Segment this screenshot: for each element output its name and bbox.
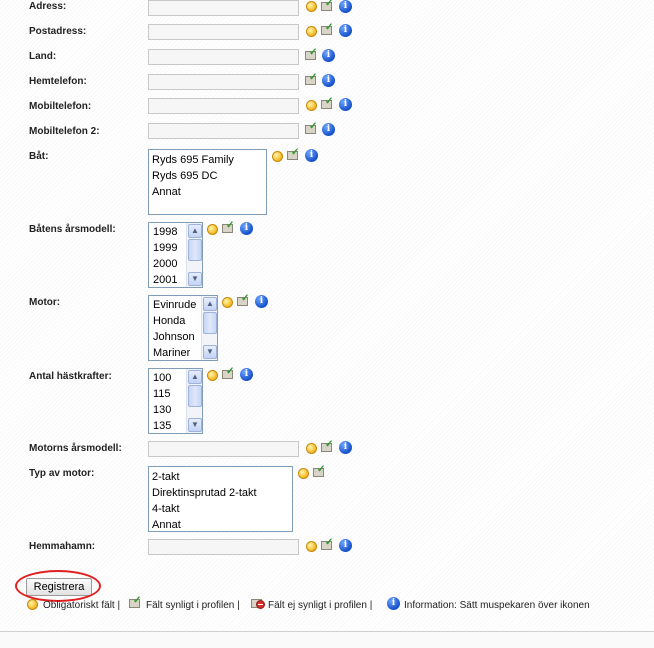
required-icon [306,26,317,37]
motorns-arsmodell-label: Motorns årsmodell: [29,443,122,454]
list-option[interactable]: 2-takt [152,471,180,483]
list-option[interactable]: 2001 [153,274,178,286]
required-icon [306,1,317,12]
required-icon [222,297,233,308]
visible-in-profile-icon[interactable]: ✓ [321,98,335,110]
mobiltelefon-label: Mobiltelefon: [29,101,92,112]
info-icon[interactable]: i [305,149,318,162]
visible-in-profile-icon[interactable]: ✓ [321,441,335,453]
motorns-arsmodell-input[interactable] [148,441,299,457]
info-icon[interactable]: i [240,368,253,381]
visible-in-profile-icon[interactable]: ✓ [237,295,251,307]
scroll-thumb[interactable] [188,385,202,407]
adress-label: Adress: [29,1,67,12]
legend-hidden-text: Fält ej synligt i profilen | [268,600,373,611]
visible-in-profile-icon[interactable]: ✓ [321,539,335,551]
hemtelefon-label: Hemtelefon: [29,76,87,87]
list-option[interactable]: 2000 [153,258,178,270]
info-icon[interactable]: i [339,0,352,13]
info-icon: i [387,597,400,610]
list-option[interactable]: Annat [152,519,181,531]
scroll-down-arrow-icon[interactable]: ▼ [188,272,202,286]
list-option[interactable]: Mariner [153,347,191,359]
list-option[interactable]: Johnson [153,331,195,343]
mobiltelefon-input[interactable] [148,98,299,114]
hemmahamn-label: Hemmahamn: [29,541,96,552]
typ-av-motor-listbox[interactable] [148,466,293,532]
required-icon [27,599,38,610]
info-icon[interactable]: i [339,98,352,111]
scroll-up-arrow-icon[interactable]: ▲ [203,297,217,311]
scrollbar[interactable] [186,223,202,287]
list-option[interactable]: Annat [152,186,181,198]
list-option[interactable]: 100 [153,372,172,384]
hemmahamn-input[interactable] [148,539,299,555]
info-icon[interactable]: i [322,49,335,62]
visible-in-profile-icon[interactable]: ✓ [305,49,319,61]
land-input[interactable] [148,49,299,65]
list-option[interactable]: 130 [153,404,172,416]
info-icon[interactable]: i [322,74,335,87]
scrollbar[interactable] [201,296,217,360]
visible-in-profile-icon[interactable]: ✓ [313,466,327,478]
registrera-button[interactable]: Registrera [26,578,92,596]
bottom-bar [0,631,654,648]
list-option[interactable]: Evinrude [153,299,197,311]
postadress-input[interactable] [148,24,299,40]
batens-arsmodell-listbox[interactable] [148,222,203,288]
list-option[interactable]: Ryds 695 Family [152,154,234,166]
antal-hastkrafter-label: Antal hästkrafter: [29,371,112,382]
list-option[interactable]: 115 [153,388,171,400]
bat-label: Båt: [29,151,49,162]
info-icon[interactable]: i [339,539,352,552]
visible-in-profile-icon[interactable]: ✓ [321,0,335,12]
info-icon[interactable]: i [339,24,352,37]
info-icon[interactable]: i [240,222,253,235]
hemtelefon-input[interactable] [148,74,299,90]
list-option[interactable]: Direktinsprutad 2-takt [152,487,257,499]
visible-in-profile-icon[interactable]: ✓ [222,222,236,234]
scroll-up-arrow-icon[interactable]: ▲ [188,370,202,384]
required-icon [272,151,283,162]
not-visible-in-profile-icon [251,597,265,609]
mobiltelefon2-input[interactable] [148,123,299,139]
required-icon [306,541,317,552]
required-icon [298,468,309,479]
adress-input[interactable] [148,0,299,16]
required-icon [306,443,317,454]
postadress-label: Postadress: [29,26,87,37]
legend-information-text: Information: Sätt muspekaren över ikonen [404,600,590,611]
motor-label: Motor: [29,297,61,308]
visible-in-profile-icon[interactable]: ✓ [321,24,335,36]
batens-arsmodell-label: Båtens årsmodell: [29,224,116,235]
typ-av-motor-label: Typ av motor: [29,468,95,479]
bat-listbox[interactable] [148,149,267,215]
list-option[interactable]: 4-takt [152,503,180,515]
visible-in-profile-icon[interactable]: ✓ [287,149,301,161]
list-option[interactable]: 135 [153,420,172,432]
required-icon [207,224,218,235]
list-option[interactable]: 1999 [153,242,178,254]
mobiltelefon2-label: Mobiltelefon 2: [29,126,100,137]
legend-visible-text: Fält synligt i profilen | [146,600,240,611]
scroll-down-arrow-icon[interactable]: ▼ [188,418,202,432]
info-icon[interactable]: i [255,295,268,308]
required-icon [207,370,218,381]
motor-listbox[interactable] [148,295,218,361]
scroll-thumb[interactable] [188,239,202,261]
list-option[interactable]: Ryds 695 DC [152,170,218,182]
scroll-up-arrow-icon[interactable]: ▲ [188,224,202,238]
highlight-ring [15,570,101,602]
legend-required-text: Obligatoriskt fält | [43,600,121,611]
visible-in-profile-icon[interactable]: ✓ [222,368,236,380]
required-icon [306,100,317,111]
scroll-thumb[interactable] [203,312,217,334]
list-option[interactable]: Honda [153,315,186,327]
info-icon[interactable]: i [339,441,352,454]
visible-in-profile-icon[interactable]: ✓ [305,123,319,135]
list-option[interactable]: 1998 [153,226,178,238]
info-icon[interactable]: i [322,123,335,136]
visible-in-profile-icon[interactable]: ✓ [305,74,319,86]
antal-hastkrafter-listbox[interactable] [148,368,203,434]
scrollbar[interactable] [186,369,202,433]
land-label: Land: [29,51,57,62]
scroll-down-arrow-icon[interactable]: ▼ [203,345,217,359]
visible-in-profile-icon: ✓ [129,597,143,609]
